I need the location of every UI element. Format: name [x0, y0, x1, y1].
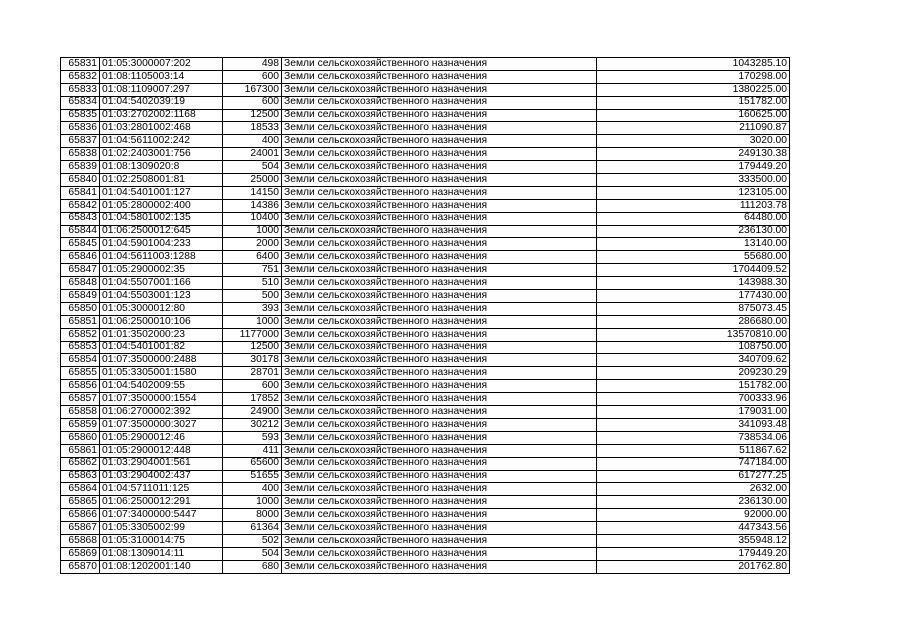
cell-cadastral-number: 01:04:5711011:125: [100, 483, 223, 496]
cell-land-category: Земли сельскохозяйственного назначения: [282, 148, 597, 161]
cell-land-category: Земли сельскохозяйственного назначения: [282, 58, 597, 71]
cell-cadastral-number: 01:05:3305001:1580: [100, 367, 223, 380]
cell-row-id: 65831: [61, 58, 100, 71]
cell-cadastral-value: 151782.00: [597, 380, 790, 393]
cell-land-category: Земли сельскохозяйственного назначения: [282, 238, 597, 251]
cell-cadastral-number: 01:08:1109007:297: [100, 83, 223, 96]
table-row: [61, 380, 790, 393]
cell-cadastral-value: 236130.00: [597, 496, 790, 509]
cell-cadastral-value: 55680.00: [597, 251, 790, 264]
cell-land-category: Земли сельскохозяйственного назначения: [282, 380, 597, 393]
cell-row-id: 65858: [61, 406, 100, 419]
table-row: [61, 302, 790, 315]
cell-row-id: 65853: [61, 341, 100, 354]
cell-cadastral-value: 236130.00: [597, 225, 790, 238]
cell-cadastral-value: 340709.62: [597, 354, 790, 367]
cell-cadastral-value: 617277.25: [597, 470, 790, 483]
cell-land-category: Земли сельскохозяйственного назначения: [282, 96, 597, 109]
cell-cadastral-number: 01:04:5402009:55: [100, 380, 223, 393]
table-row: [61, 534, 790, 547]
table-row: [61, 328, 790, 341]
cell-cadastral-number: 01:02:2403001:756: [100, 148, 223, 161]
cell-cadastral-number: 01:04:5801002:135: [100, 212, 223, 225]
cell-row-id: 65857: [61, 393, 100, 406]
cell-area: 680: [223, 560, 282, 573]
cell-row-id: 65849: [61, 290, 100, 303]
cell-row-id: 65843: [61, 212, 100, 225]
table-row: [61, 522, 790, 535]
cell-land-category: Земли сельскохозяйственного назначения: [282, 83, 597, 96]
cell-area: 25000: [223, 174, 282, 187]
cell-row-id: 65845: [61, 238, 100, 251]
cell-cadastral-number: 01:07:3400000:5447: [100, 509, 223, 522]
cell-cadastral-value: 108750.00: [597, 341, 790, 354]
cell-cadastral-value: 201762.80: [597, 560, 790, 573]
cell-cadastral-value: 747184.00: [597, 457, 790, 470]
cell-cadastral-value: 341093.48: [597, 418, 790, 431]
cell-land-category: Земли сельскохозяйственного назначения: [282, 109, 597, 122]
cell-area: 751: [223, 264, 282, 277]
cell-row-id: 65832: [61, 70, 100, 83]
cell-area: 14150: [223, 186, 282, 199]
cell-cadastral-number: 01:06:2500010:106: [100, 315, 223, 328]
cell-area: 24001: [223, 148, 282, 161]
cell-area: 500: [223, 290, 282, 303]
cell-land-category: Земли сельскохозяйственного назначения: [282, 560, 597, 573]
cell-cadastral-value: 179031.00: [597, 406, 790, 419]
cell-cadastral-number: 01:06:2500012:291: [100, 496, 223, 509]
table-row: [61, 483, 790, 496]
cell-land-category: Земли сельскохозяйственного назначения: [282, 341, 597, 354]
cell-land-category: Земли сельскохозяйственного назначения: [282, 212, 597, 225]
cell-cadastral-value: 875073.45: [597, 302, 790, 315]
cell-land-category: Земли сельскохозяйственного назначения: [282, 199, 597, 212]
table-row: [61, 277, 790, 290]
cell-cadastral-number: 01:08:1309014:11: [100, 547, 223, 560]
cell-cadastral-number: 01:05:3305002:99: [100, 522, 223, 535]
cell-area: 17852: [223, 393, 282, 406]
cell-row-id: 65852: [61, 328, 100, 341]
cell-land-category: Земли сельскохозяйственного назначения: [282, 264, 597, 277]
table-row: [61, 58, 790, 71]
table-row: [61, 212, 790, 225]
cell-area: 14386: [223, 199, 282, 212]
table-row: [61, 174, 790, 187]
table-row: [61, 186, 790, 199]
cell-row-id: 65855: [61, 367, 100, 380]
cell-land-category: Земли сельскохозяйственного назначения: [282, 547, 597, 560]
table-row: [61, 418, 790, 431]
cell-land-category: Земли сельскохозяйственного назначения: [282, 470, 597, 483]
cell-cadastral-number: 01:01:3502000:23: [100, 328, 223, 341]
cell-area: 2000: [223, 238, 282, 251]
cell-area: 400: [223, 483, 282, 496]
table-row: [61, 393, 790, 406]
cell-row-id: 65866: [61, 509, 100, 522]
table-row: [61, 264, 790, 277]
table-row: [61, 109, 790, 122]
cell-area: 502: [223, 534, 282, 547]
cell-cadastral-number: 01:05:2800002:400: [100, 199, 223, 212]
cell-area: 504: [223, 547, 282, 560]
cell-cadastral-number: 01:07:3500000:3027: [100, 418, 223, 431]
cell-cadastral-value: 151782.00: [597, 96, 790, 109]
cell-area: 498: [223, 58, 282, 71]
cell-land-category: Земли сельскохозяйственного назначения: [282, 354, 597, 367]
cell-area: 504: [223, 161, 282, 174]
cell-cadastral-number: 01:04:5503001:123: [100, 290, 223, 303]
cell-land-category: Земли сельскохозяйственного назначения: [282, 444, 597, 457]
cell-row-id: 65861: [61, 444, 100, 457]
cell-area: 28701: [223, 367, 282, 380]
land-parcels-table: [60, 57, 790, 574]
cell-cadastral-number: 01:07:3500000:1554: [100, 393, 223, 406]
cell-land-category: Земли сельскохозяйственного назначения: [282, 534, 597, 547]
cell-land-category: Земли сельскохозяйственного назначения: [282, 302, 597, 315]
cell-row-id: 65836: [61, 122, 100, 135]
table-row: [61, 315, 790, 328]
cell-cadastral-value: 738534.06: [597, 431, 790, 444]
cell-cadastral-value: 2632.00: [597, 483, 790, 496]
cell-row-id: 65859: [61, 418, 100, 431]
cell-area: 1000: [223, 496, 282, 509]
cell-area: 61364: [223, 522, 282, 535]
cell-row-id: 65851: [61, 315, 100, 328]
cell-cadastral-number: 01:05:2900002:35: [100, 264, 223, 277]
cell-area: 167300: [223, 83, 282, 96]
cell-row-id: 65837: [61, 135, 100, 148]
cell-cadastral-number: 01:05:3100014:75: [100, 534, 223, 547]
cell-cadastral-number: 01:07:3500000:2488: [100, 354, 223, 367]
cell-land-category: Земли сельскохозяйственного назначения: [282, 174, 597, 187]
table-row: [61, 406, 790, 419]
cell-cadastral-number: 01:04:5507001:166: [100, 277, 223, 290]
cell-cadastral-number: 01:05:3000007:202: [100, 58, 223, 71]
cell-land-category: Земли сельскохозяйственного назначения: [282, 251, 597, 264]
cell-row-id: 65838: [61, 148, 100, 161]
cell-cadastral-value: 700333.96: [597, 393, 790, 406]
cell-area: 600: [223, 96, 282, 109]
cell-land-category: Земли сельскохозяйственного назначения: [282, 496, 597, 509]
cell-row-id: 65870: [61, 560, 100, 573]
cell-area: 12500: [223, 109, 282, 122]
cell-cadastral-number: 01:04:5401001:127: [100, 186, 223, 199]
table-row: [61, 225, 790, 238]
cell-cadastral-value: 1704409.52: [597, 264, 790, 277]
cell-row-id: 65860: [61, 431, 100, 444]
cell-land-category: Земли сельскохозяйственного назначения: [282, 418, 597, 431]
cell-land-category: Земли сельскохозяйственного назначения: [282, 522, 597, 535]
table-row: [61, 547, 790, 560]
cell-cadastral-number: 01:05:3000012:80: [100, 302, 223, 315]
cell-area: 1000: [223, 225, 282, 238]
cell-cadastral-value: 170298.00: [597, 70, 790, 83]
cell-area: 1177000: [223, 328, 282, 341]
cell-land-category: Земли сельскохозяйственного назначения: [282, 367, 597, 380]
cell-area: 18533: [223, 122, 282, 135]
cell-row-id: 65848: [61, 277, 100, 290]
cell-cadastral-number: 01:05:2900012:448: [100, 444, 223, 457]
cell-row-id: 65856: [61, 380, 100, 393]
table-row: [61, 122, 790, 135]
table-row: [61, 509, 790, 522]
cell-cadastral-number: 01:04:5402039:19: [100, 96, 223, 109]
cell-cadastral-value: 177430.00: [597, 290, 790, 303]
cell-cadastral-number: 01:04:5901004:233: [100, 238, 223, 251]
cell-area: 600: [223, 70, 282, 83]
cell-area: 6400: [223, 251, 282, 264]
cell-area: 8000: [223, 509, 282, 522]
cell-row-id: 65833: [61, 83, 100, 96]
cell-cadastral-number: 01:08:1105003:14: [100, 70, 223, 83]
cell-cadastral-number: 01:03:2801002:468: [100, 122, 223, 135]
table-row: [61, 161, 790, 174]
cell-row-id: 65854: [61, 354, 100, 367]
cell-land-category: Земли сельскохозяйственного назначения: [282, 161, 597, 174]
cell-cadastral-number: 01:04:5611002:242: [100, 135, 223, 148]
cell-row-id: 65850: [61, 302, 100, 315]
cell-cadastral-value: 13570810.00: [597, 328, 790, 341]
cell-area: 65600: [223, 457, 282, 470]
cell-cadastral-value: 179449.20: [597, 161, 790, 174]
cell-row-id: 65862: [61, 457, 100, 470]
cell-land-category: Земли сельскохозяйственного назначения: [282, 135, 597, 148]
cell-row-id: 65869: [61, 547, 100, 560]
cell-land-category: Земли сельскохозяйственного назначения: [282, 122, 597, 135]
cell-cadastral-value: 179449.20: [597, 547, 790, 560]
cell-cadastral-number: 01:08:1202001:140: [100, 560, 223, 573]
cell-cadastral-value: 92000.00: [597, 509, 790, 522]
table-row: [61, 70, 790, 83]
cell-cadastral-value: 447343.56: [597, 522, 790, 535]
table-row: [61, 470, 790, 483]
cell-land-category: Земли сельскохозяйственного назначения: [282, 483, 597, 496]
cell-cadastral-value: 209230.29: [597, 367, 790, 380]
cell-cadastral-value: 333500.00: [597, 174, 790, 187]
cell-row-id: 65865: [61, 496, 100, 509]
table-row: [61, 431, 790, 444]
cell-area: 393: [223, 302, 282, 315]
cell-row-id: 65846: [61, 251, 100, 264]
cell-row-id: 65841: [61, 186, 100, 199]
table-row: [61, 367, 790, 380]
table-row: [61, 560, 790, 573]
cell-cadastral-number: 01:03:2904002:437: [100, 470, 223, 483]
cell-row-id: 65844: [61, 225, 100, 238]
cell-row-id: 65842: [61, 199, 100, 212]
cell-cadastral-value: 64480.00: [597, 212, 790, 225]
cell-area: 510: [223, 277, 282, 290]
cell-row-id: 65867: [61, 522, 100, 535]
cell-land-category: Земли сельскохозяйственного назначения: [282, 315, 597, 328]
cell-area: 593: [223, 431, 282, 444]
cell-cadastral-value: 249130.38: [597, 148, 790, 161]
cell-cadastral-value: 3020.00: [597, 135, 790, 148]
cell-cadastral-value: 111203.78: [597, 199, 790, 212]
cell-land-category: Земли сельскохозяйственного назначения: [282, 225, 597, 238]
cell-area: 400: [223, 135, 282, 148]
cell-area: 24900: [223, 406, 282, 419]
cell-cadastral-value: 355948.12: [597, 534, 790, 547]
table-row: [61, 444, 790, 457]
cell-land-category: Земли сельскохозяйственного назначения: [282, 509, 597, 522]
cell-cadastral-value: 1380225.00: [597, 83, 790, 96]
cell-cadastral-number: 01:06:2500012:645: [100, 225, 223, 238]
cell-area: 30178: [223, 354, 282, 367]
cell-land-category: Земли сельскохозяйственного назначения: [282, 277, 597, 290]
cell-area: 30212: [223, 418, 282, 431]
cell-cadastral-number: 01:02:2508001:81: [100, 174, 223, 187]
table-row: [61, 251, 790, 264]
cell-cadastral-value: 211090.87: [597, 122, 790, 135]
table-row: [61, 238, 790, 251]
cell-cadastral-number: 01:06:2700002:392: [100, 406, 223, 419]
table-row: [61, 290, 790, 303]
cell-land-category: Земли сельскохозяйственного назначения: [282, 406, 597, 419]
cell-row-id: 65847: [61, 264, 100, 277]
cell-land-category: Земли сельскохозяйственного назначения: [282, 431, 597, 444]
cell-area: 1000: [223, 315, 282, 328]
cell-area: 51655: [223, 470, 282, 483]
cell-cadastral-number: 01:08:1309020:8: [100, 161, 223, 174]
cell-cadastral-value: 1043285.10: [597, 58, 790, 71]
table-row: [61, 496, 790, 509]
cell-land-category: Земли сельскохозяйственного назначения: [282, 328, 597, 341]
cell-area: 600: [223, 380, 282, 393]
cell-area: 10400: [223, 212, 282, 225]
table-row: [61, 148, 790, 161]
cell-cadastral-value: 511867.62: [597, 444, 790, 457]
cell-area: 12500: [223, 341, 282, 354]
cell-row-id: 65835: [61, 109, 100, 122]
table-body: [61, 58, 790, 574]
cell-cadastral-value: 160625.00: [597, 109, 790, 122]
cell-area: 411: [223, 444, 282, 457]
cell-cadastral-number: 01:03:2904001:561: [100, 457, 223, 470]
table-row: [61, 199, 790, 212]
cell-cadastral-number: 01:04:5611003:1288: [100, 251, 223, 264]
cell-land-category: Земли сельскохозяйственного назначения: [282, 290, 597, 303]
cell-land-category: Земли сельскохозяйственного назначения: [282, 457, 597, 470]
table-row: [61, 354, 790, 367]
cell-row-id: 65864: [61, 483, 100, 496]
cell-land-category: Земли сельскохозяйственного назначения: [282, 70, 597, 83]
table-row: [61, 341, 790, 354]
cell-row-id: 65839: [61, 161, 100, 174]
table-row: [61, 457, 790, 470]
cell-row-id: 65863: [61, 470, 100, 483]
cell-cadastral-value: 143988.30: [597, 277, 790, 290]
table-row: [61, 83, 790, 96]
cell-row-id: 65868: [61, 534, 100, 547]
table-row: [61, 96, 790, 109]
cell-land-category: Земли сельскохозяйственного назначения: [282, 186, 597, 199]
table-row: [61, 135, 790, 148]
cell-row-id: 65834: [61, 96, 100, 109]
cell-land-category: Земли сельскохозяйственного назначения: [282, 393, 597, 406]
cell-row-id: 65840: [61, 174, 100, 187]
cell-cadastral-value: 123105.00: [597, 186, 790, 199]
cell-cadastral-value: 13140.00: [597, 238, 790, 251]
cell-cadastral-number: 01:04:5401001:82: [100, 341, 223, 354]
cell-cadastral-value: 286680.00: [597, 315, 790, 328]
cell-cadastral-number: 01:03:2702002:1168: [100, 109, 223, 122]
cell-cadastral-number: 01:05:2900012:46: [100, 431, 223, 444]
